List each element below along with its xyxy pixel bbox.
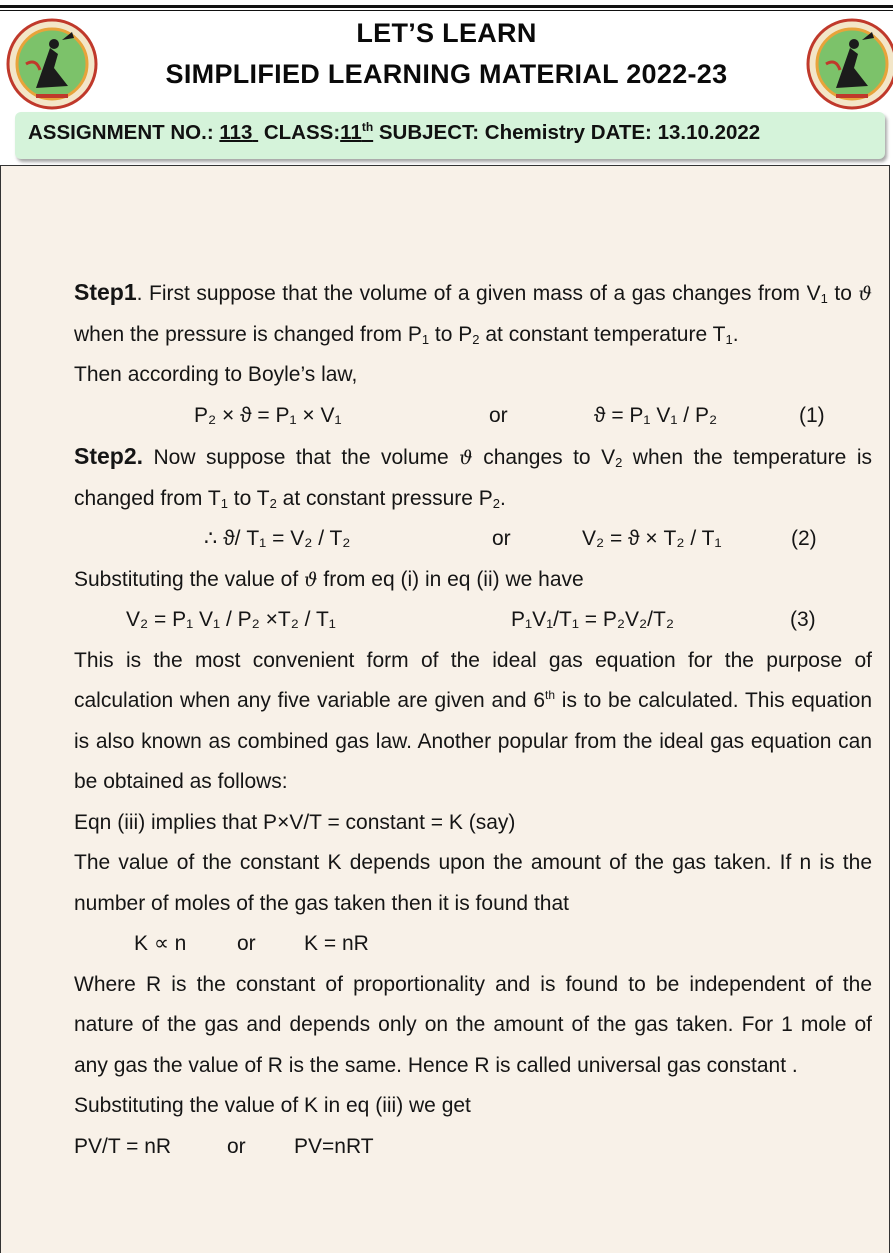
eqn3-text: Eqn (iii) implies that P×V/T = constant = K (say) (74, 810, 516, 834)
constant-k-paragraph: The value of the constant K depends upon the amount of the gas taken. If n is the number of moles of the gas taken then it is found that (74, 851, 872, 915)
final-or: or (227, 1134, 246, 1158)
substitution-text: Substituting the value of ϑ from eq (i) in eq (ii) we have (74, 567, 584, 591)
header-line2: SIMPLIFIED LEARNING MATERIAL 2022-23 (165, 59, 728, 89)
equation-1 (74, 396, 872, 437)
subject-text: SUBJECT: Chemistry (378, 121, 586, 144)
date-text: DATE: 13.10.2022 (590, 121, 761, 144)
eq2-or: or (492, 527, 511, 550)
eq1-number: (1) (799, 403, 825, 427)
final-equation (74, 1127, 872, 1168)
header-line1: LET’S LEARN (356, 18, 537, 48)
final-right: PV=nRT (294, 1134, 374, 1158)
top-border-thin (0, 10, 893, 11)
eq2-left: ∴ ϑ/ T₁ = V₂ / T₂ (204, 527, 351, 550)
eq2-number: (2) (791, 527, 817, 550)
universal-constant-paragraph: Where R is the constant of proportionality and is found to be independent of the nature of the gas and depends only on the amount of the gas taken. For 1 mole of any gas the value of R is the same. Hence R is called universal gas constant . (74, 972, 872, 1077)
top-border (0, 5, 893, 8)
eq1-right: ϑ = P₁ V₁ / P₂ (594, 403, 718, 427)
class-number: 11th (340, 120, 374, 144)
equation-3 (74, 600, 872, 641)
eq1-or: or (489, 403, 508, 427)
class-label: CLASS: (263, 121, 341, 144)
prop-left: K ∝ n (134, 932, 187, 955)
proportionality-equation (74, 924, 872, 965)
prop-right: K = nR (304, 932, 369, 955)
assignment-number: 113 (219, 121, 253, 144)
assignment-banner (15, 112, 885, 159)
boyle-text: Then according to Boyle’s law, (74, 363, 358, 386)
prop-or: or (237, 932, 256, 955)
eq2-right: V₂ = ϑ × T₂ / T₁ (582, 527, 722, 550)
eq1-left: P₂ × ϑ = P₁ × V₁ (194, 403, 342, 427)
substitution-k-text: Substituting the value of K in eq (iii) we get (74, 1094, 471, 1117)
content-body (74, 272, 872, 1167)
eq3-right: P₁V₁/T₁ = P₂V₂/T₂ (511, 608, 674, 631)
final-left: PV/T = nR (74, 1134, 172, 1158)
equation-2 (74, 519, 872, 560)
eq3-left: V₂ = P₁ V₁ / P₂ ×T₂ / T₁ (126, 608, 336, 631)
eq3-number: (3) (790, 608, 816, 631)
assignment-label: ASSIGNMENT NO.: (28, 121, 214, 144)
combined-law-paragraph: This is the most convenient form of the ideal gas equation for the purpose of calculation when any five variable are given and 6th is to be calculated. This equation is also known as combined gas law. Another popular from the ideal gas equation can be obtained as follows: (74, 648, 872, 793)
step1-paragraph: Step1. First suppose that the volume of a given mass of a gas changes from $V_1$ to ϑ when the pressure is changed from $P_1$ to $P_2$ at constant temperature $T_1$. (74, 279, 872, 347)
step2-paragraph: Step2. Now suppose that the volume ϑ changes to $V_2$ when the temperature is changed from $T_1$ to $T_2$ at constant pressure $P_2$. (74, 443, 872, 511)
